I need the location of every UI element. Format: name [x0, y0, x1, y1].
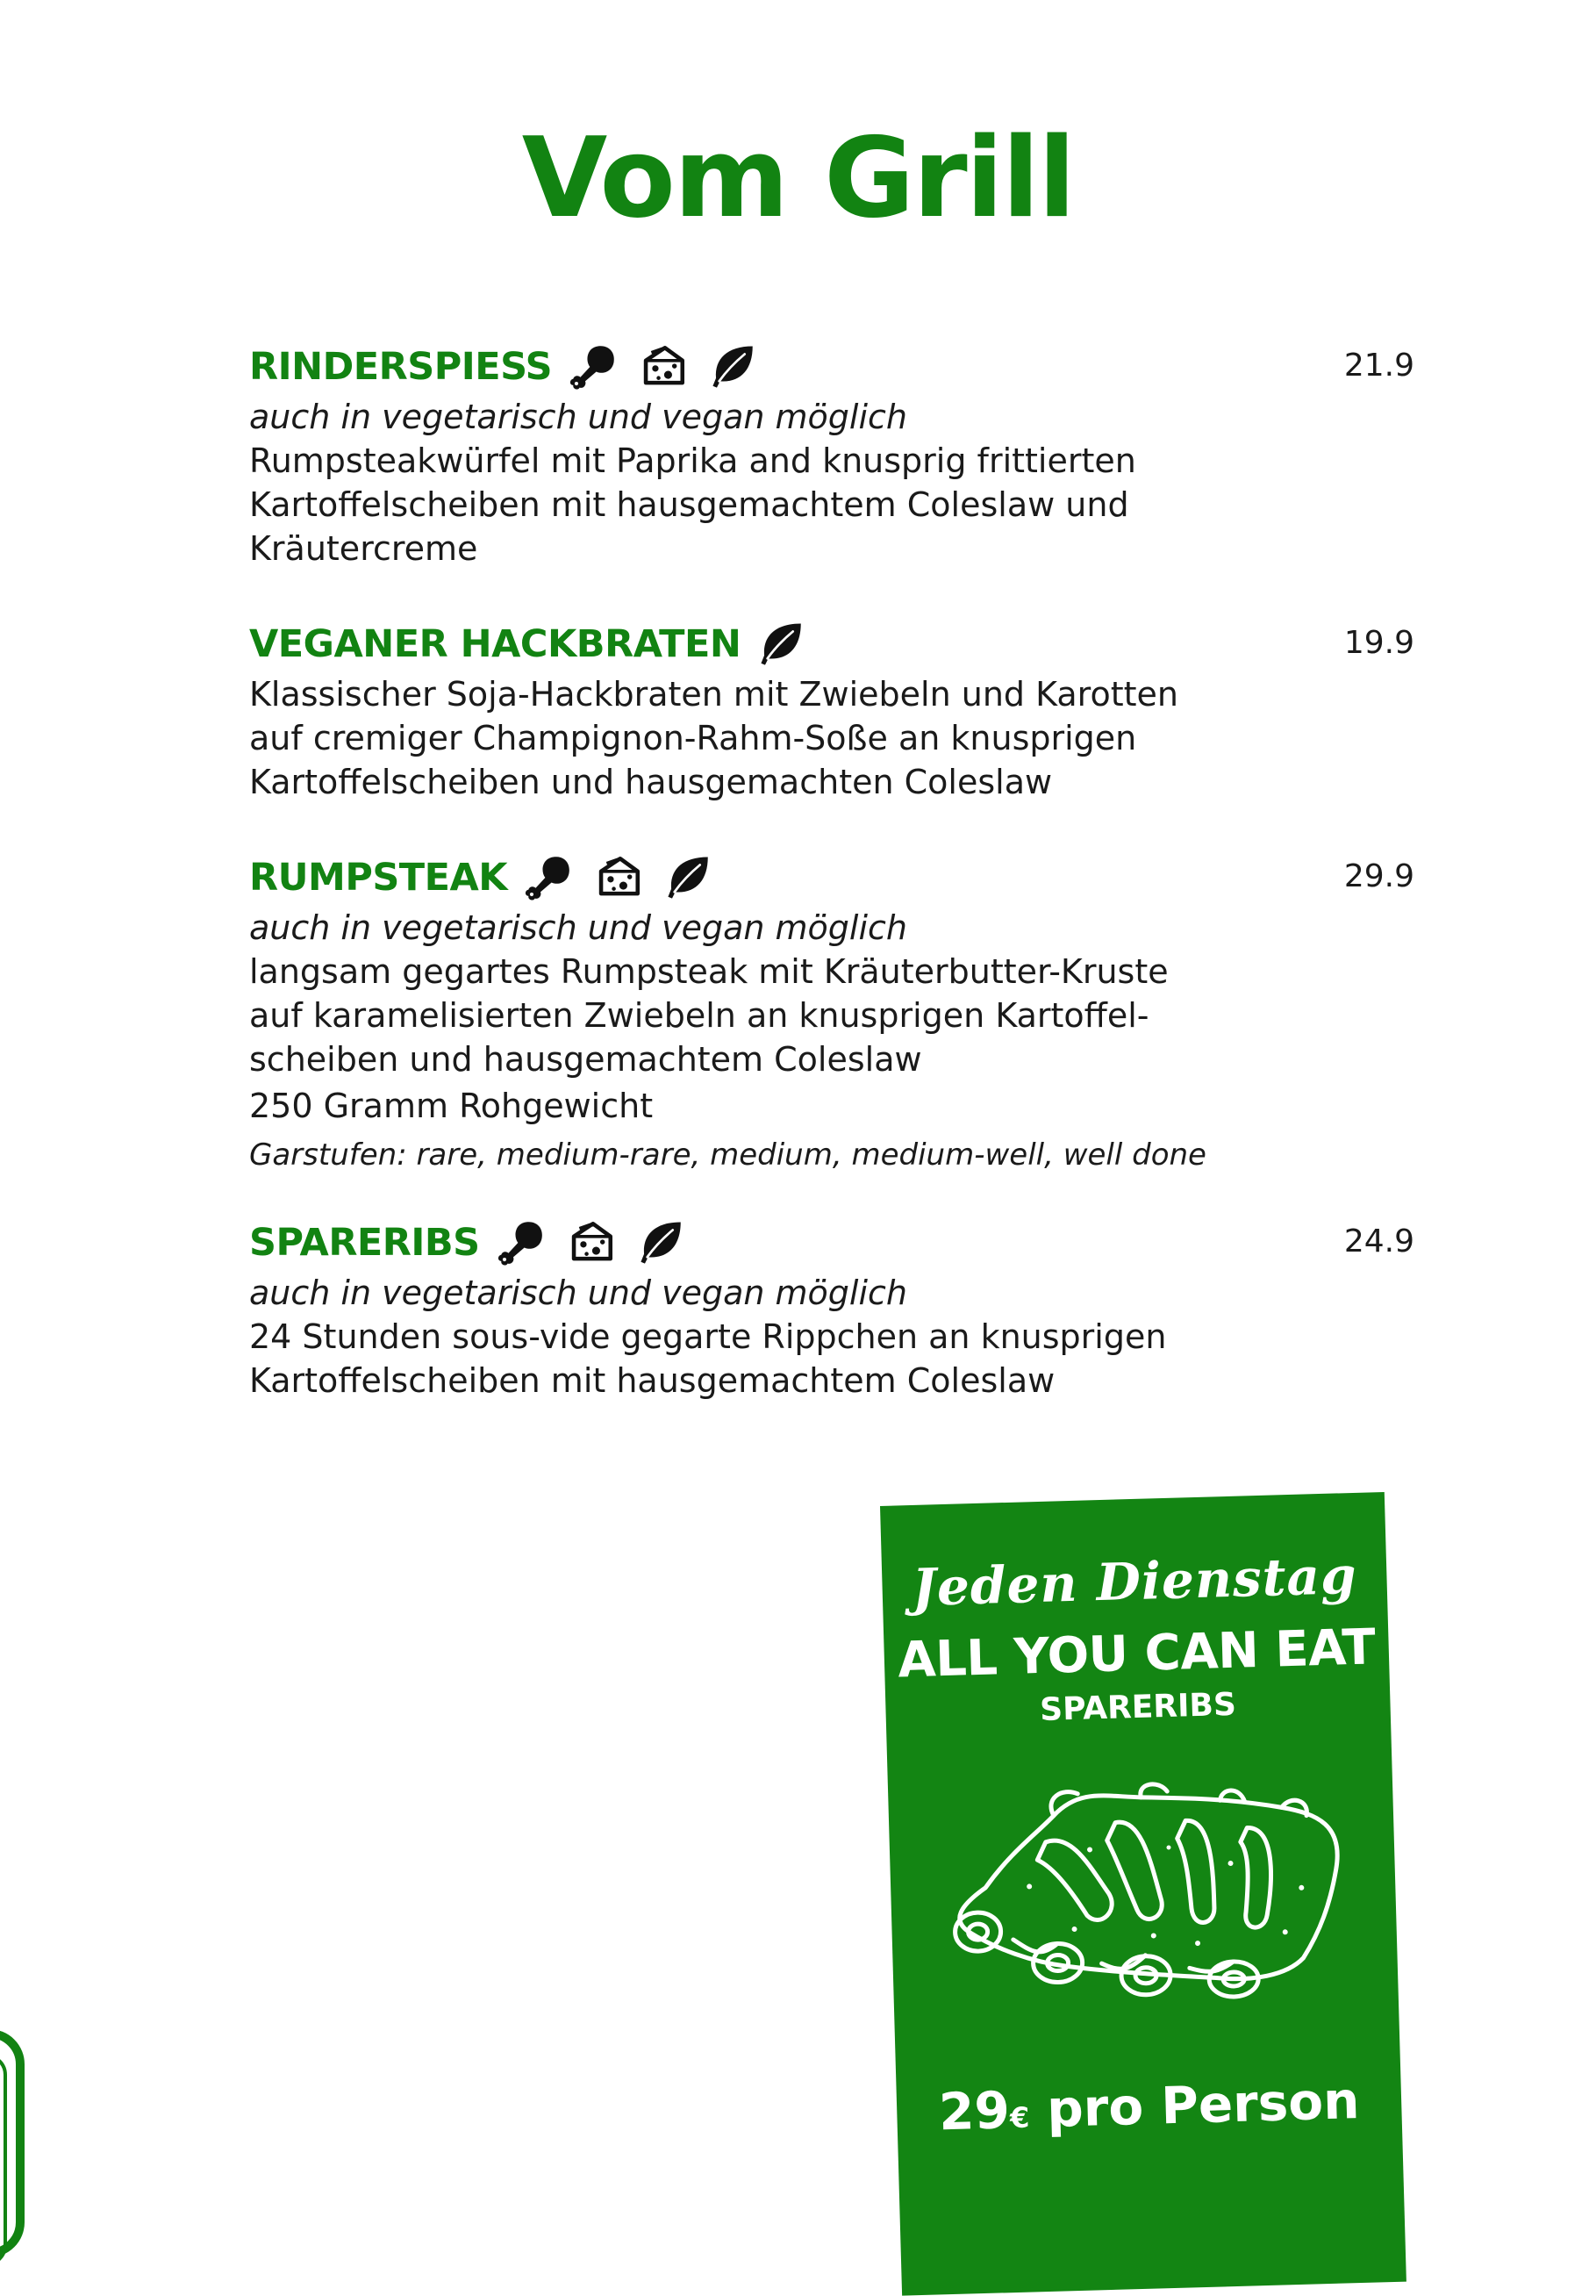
promo-price: [896, 2070, 1402, 2143]
item-name: RUMPSTEAK: [249, 856, 508, 900]
item-price: 19.9: [1343, 625, 1414, 661]
promo-price-currency: €: [1009, 2100, 1030, 2135]
cheese-icon: [638, 341, 689, 392]
item-name: RINDERSPIESS: [249, 345, 553, 389]
description-line: Kartoffelscheiben mit hausgemachtem Coleslaw: [249, 1361, 1056, 1400]
leaf-icon: [636, 1217, 687, 1268]
item-weight: 250 Gramm Rohgewicht: [249, 1087, 654, 1125]
menu-item-rinderspiess: [249, 339, 1414, 570]
menu-list: [249, 339, 1414, 1403]
chicken-leg-icon: [568, 341, 619, 392]
description-line: Kartoffelscheiben mit hausgemachtem Coleslaw und: [249, 485, 1129, 524]
item-note: auch in vegetarisch und vegan möglich: [249, 1274, 908, 1312]
item-icons: [568, 341, 759, 392]
description-line: 24 Stunden sous-vide gegarte Rippchen an knusprigen: [249, 1317, 1167, 1356]
item-price: 21.9: [1343, 348, 1414, 384]
menu-item-veganer-hackbraten: [249, 616, 1414, 804]
description-line: Kartoffelscheiben und hausgemachten Coleslaw: [249, 763, 1053, 801]
description-line: scheiben und hausgemachtem Coleslaw: [249, 1040, 922, 1079]
item-note: auch in vegetarisch und vegan möglich: [249, 908, 908, 947]
promo-card: [880, 1492, 1406, 2296]
item-header: [249, 616, 1414, 672]
menu-item-rumpsteak: [249, 850, 1414, 1180]
leaf-icon: [663, 852, 714, 903]
description-line: auf karamelisierten Zwiebeln an knusprigen Kartoffel-: [249, 996, 1149, 1035]
chicken-leg-icon: [523, 852, 574, 903]
chicken-leg-icon: [496, 1217, 547, 1268]
description-line: Rumpsteakwürfel mit Paprika and knusprig frittierten: [249, 441, 1136, 480]
promo-headline: ALL YOU CAN EAT: [897, 1618, 1377, 1690]
item-description: [249, 950, 1232, 1081]
description-line: auf cremiger Champignon-Rahm-Soße an knusprigen: [249, 719, 1137, 757]
item-price: 24.9: [1343, 1223, 1414, 1259]
item-icons: [756, 619, 807, 670]
item-icons: [523, 852, 714, 903]
description-line: Klassischer Soja-Hackbraten mit Zwiebeln und Karotten: [249, 675, 1178, 714]
description-line: langsam gegartes Rumpsteak mit Kräuterbutter-Kruste: [249, 952, 1169, 991]
promo-subline: SPARERIBS: [1039, 1686, 1237, 1728]
promo-script-title: Jeden Dienstag: [911, 1545, 1358, 1618]
leaf-icon: [756, 619, 807, 670]
stamp-decoration: [0, 2029, 25, 2257]
item-description: [249, 1315, 1232, 1403]
item-header: [249, 1215, 1414, 1271]
item-name: VEGANER HACKBRATEN: [249, 622, 741, 666]
spareribs-illustration: [929, 1754, 1357, 2020]
item-price: 29.9: [1343, 858, 1414, 894]
menu-item-spareribs: [249, 1215, 1414, 1403]
item-description: [249, 672, 1232, 804]
cheese-icon: [566, 1217, 617, 1268]
description-line: Kräutercreme: [249, 529, 478, 568]
item-description: [249, 439, 1232, 570]
item-doneness: Garstufen: rare, medium-rare, medium, medium-well, well done: [249, 1137, 1206, 1173]
cheese-icon: [593, 852, 644, 903]
page-title: Vom Grill: [521, 113, 1075, 242]
item-note: auch in vegetarisch und vegan möglich: [249, 398, 908, 436]
item-icons: [496, 1217, 687, 1268]
item-header: [249, 339, 1414, 395]
item-name: SPARERIBS: [249, 1221, 480, 1265]
item-header: [249, 850, 1414, 906]
promo-price-suffix: pro Person: [1028, 2070, 1361, 2140]
leaf-icon: [708, 341, 759, 392]
promo-price-amount: 29: [938, 2080, 1011, 2142]
